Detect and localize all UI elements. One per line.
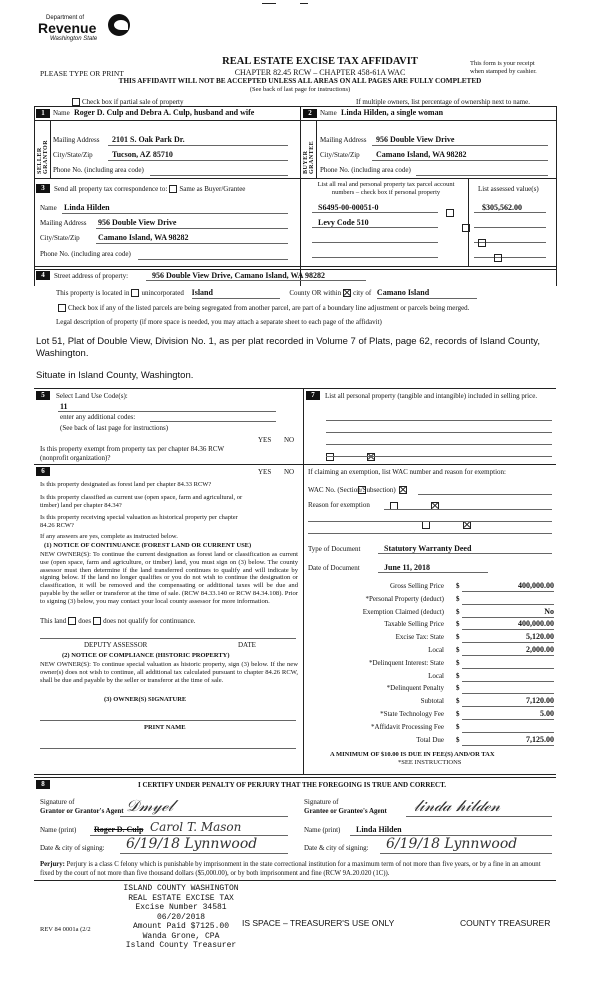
land-use-see-back: (See back of last page for instructions) <box>60 424 169 432</box>
section-5-badge: 5 <box>36 391 50 400</box>
current-use-question: Is this property classified as current use (open space, farm and agricultural, or timber) land per chapter 84.34? <box>40 494 243 509</box>
logo-line2: Revenue <box>38 20 97 36</box>
buyer-mailing-label: Mailing Address <box>320 136 367 144</box>
unincorporated-check[interactable] <box>131 289 139 297</box>
historic-yes-check[interactable] <box>422 521 430 529</box>
buyer-city[interactable]: Camano Island, WA 98282 <box>376 150 467 159</box>
sale-row-label: Exemption Claimed (deduct) <box>362 607 444 616</box>
dollar-sign: $ <box>456 646 460 654</box>
grantee-date-city[interactable]: 6/19/18 Lynnwood <box>386 836 518 852</box>
exempt-yes-check[interactable] <box>326 453 334 461</box>
no-header-5: NO <box>284 436 295 444</box>
doc-type[interactable]: Statutory Warranty Deed <box>384 544 472 553</box>
seller-mailing-label: Mailing Address <box>53 136 100 144</box>
multiple-owners-note: If multiple owners, list percentage of ownership next to name. <box>356 98 530 106</box>
sale-row-value[interactable]: 2,000.00 <box>462 645 554 656</box>
grantor-name-handwritten[interactable]: Carol T. Mason <box>150 820 242 834</box>
personal-property-check-4[interactable] <box>494 254 502 262</box>
notice1-text: NEW OWNER(S): To continue the current designation as forest land or classification as current use (open space, farm and agriculture, or timber) land, you must sign on (3) below. The county assessor must then determine if the land transferred continues to qualify and will indicate by signing below. If the land no longer qualifies or you do not wish to continue the designation or classification, it will be removed and the compensating or additional taxes will be due and payable by the seller or transferor at the time of sale. (RCW 84.33.140 or RCW 84.34.108). Prior to signing (3) below, you may contact your local county assessor for more information. <box>40 551 298 605</box>
sale-row-value[interactable] <box>462 683 554 694</box>
see-back: (See back of last page for instructions) <box>249 86 351 93</box>
corr-name[interactable]: Linda Hilden <box>64 203 110 212</box>
seller-city[interactable]: Tucson, AZ 85710 <box>112 150 173 159</box>
dollar-sign: $ <box>456 582 460 590</box>
dollar-sign: $ <box>456 633 460 642</box>
sale-row-label: Total Due <box>416 735 444 744</box>
situate-text[interactable]: Situate in Island County, Washington. <box>36 370 194 381</box>
dollar-sign: $ <box>456 594 460 603</box>
exempt-question: Is this property exempt from property tax per chapter 84.36 RCW (nonprofit organization)? <box>40 445 224 462</box>
if-yes-note: If any answers are yes, complete as instructed below. <box>40 533 178 540</box>
partial-sale-check[interactable]: Check box if partial sale of property <box>70 98 183 107</box>
receipt-note-2: when stamped by cashier. <box>470 68 537 75</box>
land-use-label: Select Land Use Code(s): <box>56 392 128 400</box>
yes-header-5: YES <box>258 436 272 444</box>
land-qualify-row: This land does does not qualify for continuance. <box>40 617 196 625</box>
buyer-vertical-label: BUYER GRANTEE <box>303 140 315 174</box>
notice2-title: (2) NOTICE OF COMPLIANCE (HISTORIC PROPERTY) <box>62 652 230 659</box>
grantee-signature[interactable]: 𝓁𝒾𝓃𝒹𝒶 𝒽𝒾𝓁𝒹ℯ𝓃 <box>414 796 501 815</box>
assessed-value-1[interactable]: $305,562.00 <box>482 203 522 212</box>
same-as-buyer[interactable]: Same as Buyer/Grantee <box>179 185 246 193</box>
treasurer-use-only: IS SPACE – TREASURER'S USE ONLY <box>242 918 395 928</box>
parcel-header: List all real and personal property tax parcel account numbers – check box if personal property <box>317 181 455 196</box>
minimum-note: A MINIMUM OF $10.00 IS DUE IN FEE(S) AND/OR TAX <box>330 751 495 758</box>
additional-codes: enter any additional codes: <box>60 413 136 421</box>
see-instructions: *SEE INSTRUCTIONS <box>398 759 462 766</box>
perjury-note: Perjury: Perjury is a class C felony which is punishable by imprisonment in the state correctional institution for a maximum term of not more than five years, or by a fine in an amount fixed by the court of not more than five thousand dollars ($5,000.00), or by both imprisonment and fine (RCW 9A.20.020 (1C)). <box>40 861 541 877</box>
reason-label: Reason for exemption <box>308 501 370 509</box>
corr-phone-label: Phone No. (including area code) <box>40 250 131 258</box>
property-street[interactable]: 956 Double View Drive, Camano Island, WA 98282 <box>152 271 325 280</box>
sale-row-value[interactable]: 7,125.00 <box>462 735 554 746</box>
buyer-name[interactable]: Linda Hilden, a single woman <box>341 108 444 117</box>
location-row: This property is located in unincorporated Island County OR within city of Camano Island <box>56 288 477 299</box>
section-6-badge: 6 <box>36 467 50 476</box>
sale-row-label: *Delinquent Penalty <box>386 684 444 693</box>
sale-row-value[interactable]: 5,120.00 <box>462 632 554 643</box>
grantor-signature[interactable]: 𝒟𝓂𝓎ℯ𝓁 <box>126 796 174 815</box>
dollar-sign: $ <box>456 658 460 667</box>
seller-phone-label: Phone No. (including area code) <box>53 166 144 174</box>
sale-row-value[interactable] <box>462 594 554 605</box>
sale-row-label: Excise Tax: State <box>395 633 444 642</box>
land-use-code[interactable]: 11 <box>60 402 68 411</box>
buyer-name-label: Name <box>320 109 337 117</box>
corr-city[interactable]: Camano Island, WA 98282 <box>98 233 189 242</box>
section-1-badge: 1 <box>36 109 50 118</box>
grantor-name-label: Name (print) <box>40 826 77 834</box>
yes-header-6: YES <box>258 468 272 476</box>
dollar-sign: $ <box>456 607 460 616</box>
deputy-assessor: DEPUTY ASSESSOR <box>84 641 148 649</box>
receipt-note-1: This form is your receipt <box>470 60 535 67</box>
sale-row-label: Subtotal <box>420 697 444 706</box>
section-3-badge: 3 <box>36 184 50 193</box>
corr-city-label: City/State/Zip <box>40 234 80 242</box>
form-number: REV 84 0001a (2/2 <box>40 926 91 933</box>
historic-no-check[interactable] <box>463 521 471 529</box>
dollar-sign: $ <box>456 620 460 629</box>
segregated-check[interactable]: Check box if any of the listed parcels are being segregated from another parcel, are part of a boundary line adjustment or parcels being merged. <box>56 304 469 313</box>
wac-label: WAC No. (Section/Subsection) <box>308 486 396 494</box>
logo-line1: Department of <box>46 15 85 21</box>
grantor-date-label: Date & city of signing: <box>40 844 105 852</box>
dor-logo <box>38 14 128 43</box>
dollar-sign: $ <box>456 697 460 706</box>
sale-row-value[interactable] <box>462 722 554 733</box>
correspondence-label: Send all property tax correspondence to: Same as Buyer/Grantee <box>54 185 246 193</box>
doc-type-label: Type of Document <box>308 545 361 553</box>
personal-property-label: List all personal property (tangible and intangible) included in selling price. <box>325 392 538 400</box>
seller-name-label: Name <box>53 109 70 117</box>
seller-name[interactable]: Roger D. Culp and Debra A. Culp, husband and wife <box>74 108 255 117</box>
property-city[interactable]: Camano Island <box>377 288 477 299</box>
section-7-badge: 7 <box>306 391 320 400</box>
sale-row-label: Gross Selling Price <box>389 582 444 590</box>
seller-mailing[interactable]: 2101 S. Oak Park Dr. <box>112 135 185 144</box>
doc-date[interactable]: June 11, 2018 <box>384 563 431 572</box>
notice1-title: (1) NOTICE OF CONTINUANCE (FOREST LAND OR CURRENT USE) <box>44 542 252 549</box>
corr-mailing-label: Mailing Address <box>40 219 87 227</box>
buyer-mailing[interactable]: 956 Double View Drive <box>376 135 455 144</box>
exempt-no-check[interactable] <box>367 453 375 461</box>
city-check[interactable] <box>343 289 351 297</box>
sale-row-value[interactable]: 400,000.00 <box>462 581 554 592</box>
sale-row-value[interactable]: 7,120.00 <box>462 696 554 707</box>
grantee-name-label: Name (print) <box>304 826 341 834</box>
doc-date-label: Date of Document <box>308 564 360 572</box>
forest-question: Is this property designated as forest land per chapter 84.33 RCW? <box>40 481 212 488</box>
owner-signature-label: (3) OWNER(S) SIGNATURE <box>104 696 187 703</box>
does-not-check[interactable] <box>93 617 101 625</box>
dollar-sign: $ <box>456 684 460 693</box>
corr-name-label: Name <box>40 204 57 212</box>
dollar-sign: $ <box>456 710 460 718</box>
deputy-date: DATE <box>238 641 256 649</box>
top-mark <box>300 3 308 4</box>
grantor-date-city[interactable]: 6/19/18 Lynnwood <box>126 836 258 852</box>
county-treasurer: COUNTY TREASURER <box>460 918 551 928</box>
dollar-sign: $ <box>456 722 460 731</box>
sale-row-value[interactable] <box>462 658 554 669</box>
section-8-badge: 8 <box>36 780 50 789</box>
print-name-label: PRINT NAME <box>144 724 186 731</box>
personal-property-check-2[interactable] <box>462 224 470 232</box>
exemption-label: If claiming an exemption, list WAC number and reason for exemption: <box>308 468 506 476</box>
sale-row-label: *State Technology Fee <box>380 710 444 718</box>
sale-row-value[interactable]: 5.00 <box>462 709 554 720</box>
forest-no-check[interactable] <box>399 486 407 494</box>
sale-row-label: *Affidavit Processing Fee <box>371 722 444 731</box>
sale-row-value[interactable] <box>462 671 554 682</box>
parcel-number-1[interactable]: S6495-00-00051-0 <box>318 203 379 212</box>
not-accepted-notice: THIS AFFIDAVIT WILL NOT BE ACCEPTED UNLESS ALL AREAS ON ALL PAGES ARE FULLY COMPLETED <box>118 77 482 85</box>
personal-property-check-1[interactable] <box>446 209 454 217</box>
logo-line3: Washington State <box>50 36 98 42</box>
treasurer-stamp: ISLAND COUNTY WASHINGTON REAL ESTATE EXCISE TAX Excise Number 34581 06/20/2018 Amount Paid $7125.00 Wanda Grone, CPA Island County Treasurer <box>123 884 239 950</box>
grantee-sig-label: Signature of Grantee or Grantee's Agent <box>304 798 387 815</box>
section-2-badge: 2 <box>303 109 317 118</box>
sale-row-label: Local <box>428 671 444 680</box>
dollar-sign: $ <box>456 735 460 744</box>
seller-city-label: City/State/Zip <box>53 151 93 159</box>
legal-label: Legal description of property (if more space is needed, you may attach a separate sheet to each page of the affidavit) <box>56 318 382 326</box>
assessed-header: List assessed value(s) <box>478 185 539 193</box>
grantor-sig-label: Signature of Grantor or Grantor's Agent <box>40 798 124 815</box>
no-header-6: NO <box>284 468 295 476</box>
notice2-text: NEW OWNER(S): To continue special valuation as historic property, sign (3) below. If the new owner(s) does not wish to continue, all additional tax calculated pursuant to chapter 84.26 RCW, shall be due and payable by the seller or transferor at the time of sale. <box>40 661 298 684</box>
does-check[interactable] <box>68 617 76 625</box>
certify-statement: I CERTIFY UNDER PENALTY OF PERJURY THAT THE FOREGOING IS TRUE AND CORRECT. <box>138 781 447 789</box>
legal-description[interactable]: Lot 51, Plat of Double View, Division No. 1, as per plat recorded in Volume 7 of Plats, page 62, records of Island County, Washington. <box>36 336 540 359</box>
seller-vertical-label: SELLER GRANTOR <box>37 139 49 174</box>
logo-swirl-icon <box>108 14 130 36</box>
please-type: PLEASE TYPE OR PRINT <box>40 69 124 78</box>
unincorporated-county[interactable]: Island <box>192 288 280 299</box>
form-chapter: CHAPTER 82.45 RCW – CHAPTER 458-61A WAC <box>234 68 406 77</box>
grantor-name-typed[interactable]: Roger D. Culp <box>94 825 144 834</box>
grantee-name[interactable]: Linda Hilden <box>356 825 402 834</box>
sale-row-value[interactable]: No <box>462 607 554 618</box>
sale-row-label: *Delinquent Interest: State <box>368 658 444 667</box>
sale-row-label: Taxable Selling Price <box>384 620 444 629</box>
buyer-phone-label: Phone No. (including area code) <box>320 166 411 174</box>
historic-question: Is this property receiving special valuation as historical property per chapter 84.26 RCW? <box>40 514 238 529</box>
corr-mailing[interactable]: 956 Double View Drive <box>98 218 177 227</box>
section-4-badge: 4 <box>36 271 50 280</box>
sale-row-value[interactable]: 400,000.00 <box>462 619 554 630</box>
buyer-city-label: City/State/Zip <box>320 151 360 159</box>
parcel-number-2[interactable]: Levy Code 510 <box>318 218 369 227</box>
grantee-date-label: Date & city of signing: <box>304 844 369 852</box>
personal-property-check-3[interactable] <box>478 239 486 247</box>
street-label: Street address of property: <box>54 272 129 280</box>
sale-row-label: *Personal Property (deduct) <box>365 594 444 603</box>
form-title: REAL ESTATE EXCISE TAX AFFIDAVIT <box>222 56 418 67</box>
top-mark <box>262 3 276 4</box>
sale-row-label: Local <box>428 646 444 654</box>
dollar-sign: $ <box>456 671 460 680</box>
